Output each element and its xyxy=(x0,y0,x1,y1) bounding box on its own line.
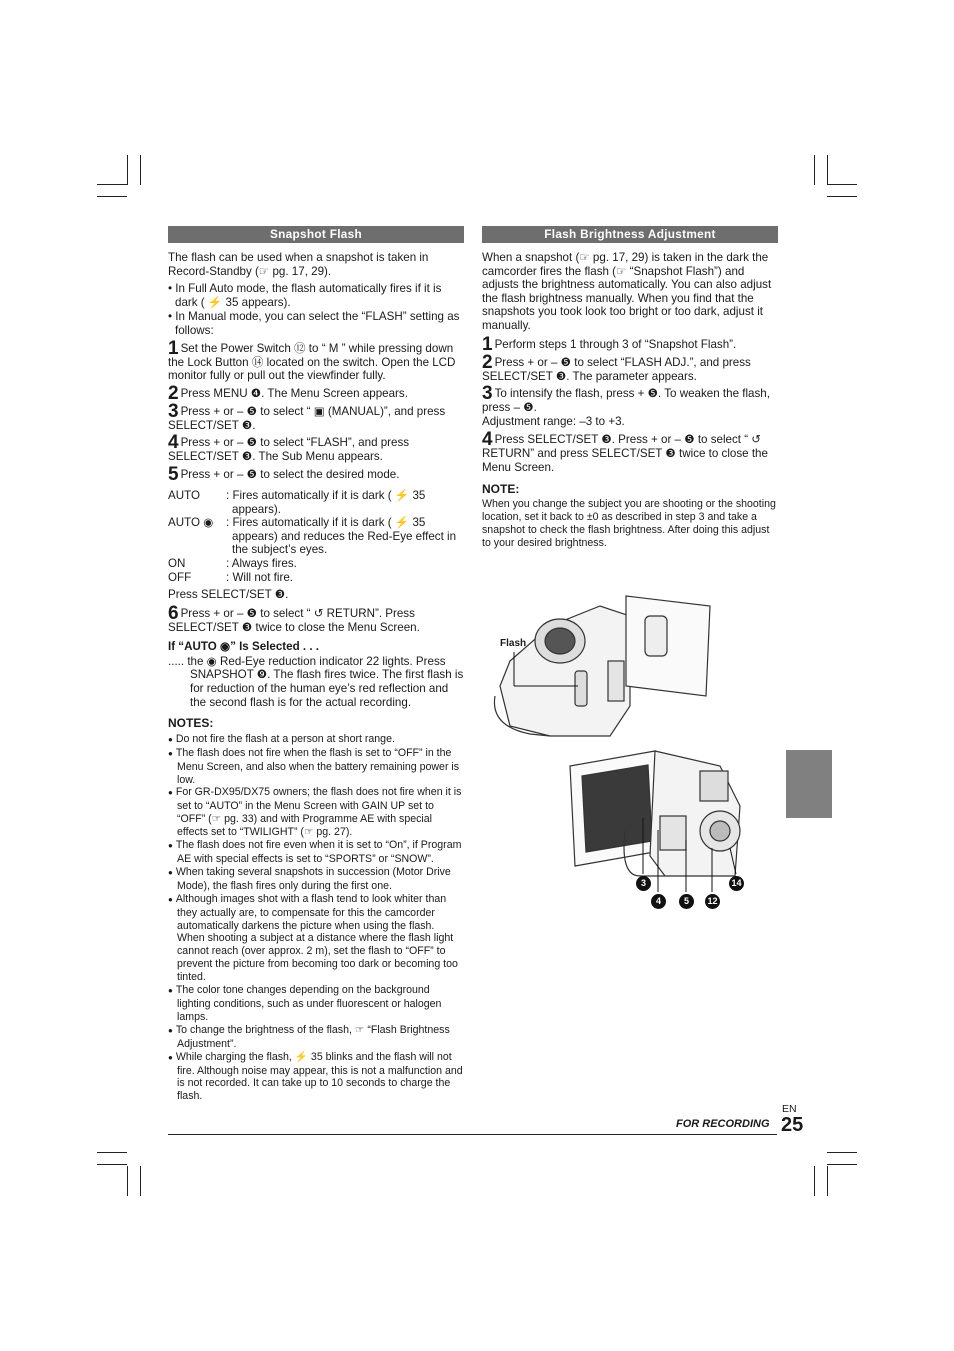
step-6: 6 Press + or – ❺ to select “ ↺ RETURN”. Press SELECT/SET ❸ twice to close the Menu Screen. xyxy=(168,602,420,634)
crop-mark xyxy=(140,1166,141,1196)
notes-title: NOTES: xyxy=(168,716,214,731)
note-item: ● When taking several snapshots in succession (Motor Drive Mode), the flash fires only during the first one. xyxy=(168,866,464,893)
section-header-flash-brightness: Flash Brightness Adjustment xyxy=(482,226,778,243)
mode-list xyxy=(168,489,464,584)
press-select-set: Press SELECT/SET ❸. xyxy=(168,588,289,602)
mode-auto: AUTO : Fires automatically if it is dark ( ⚡ 35 appears). xyxy=(168,488,426,516)
footer-section: FOR RECORDING xyxy=(676,1118,770,1130)
crop-mark xyxy=(827,184,857,185)
note-item: ● Do not fire the flash at a person at short range. xyxy=(168,733,464,747)
note-item: ● To change the brightness of the flash, ☞ “Flash Brightness Adjustment”. xyxy=(168,1024,464,1051)
step-4-text: Press + or – ❺ to select “FLASH”, and press SELECT/SET ❸. The Sub Menu appears. xyxy=(168,436,410,464)
note-item: ● The color tone changes depending on the background lighting conditions, such as under fluorescent or halogen lamps. xyxy=(168,984,464,1024)
adjustment-range: Adjustment range: –3 to +3. xyxy=(482,414,625,428)
camcorder-illustration xyxy=(490,586,760,916)
bullet-full-auto: • In Full Auto mode, the flash automatically fires if it is dark ( ⚡ 35 appears). xyxy=(168,282,442,309)
mode-on: ON : Always fires. xyxy=(168,556,297,570)
step-3-text: Press + or – ❺ to select “ ▣ (MANUAL)”, and press SELECT/SET ❸. xyxy=(168,404,446,432)
callout-5: 5 xyxy=(679,894,694,909)
crop-mark xyxy=(827,1166,828,1196)
note-item: ● Although images shot with a flash tend to look whiter than they actually are, to compensate for this the camcorder automatically darkens the picture when using the flash. When shooting a subject at a distance where the flash light cannot reach (over approx. 2 m), set the flash to “OFF” to prevent the picture from becoming too dark or becoming too tinted. xyxy=(168,893,464,984)
page-number: 25 xyxy=(781,1114,804,1136)
crop-mark xyxy=(814,1166,815,1196)
note-item: ● For GR-DX95/DX75 owners; the flash does not fire when it is set to “AUTO” in the Menu Screen with GAIN UP set to “OFF” (☞ pg. 33) and with Programme AE with special effects set to “TWILIGHT” (☞ pg. 27). xyxy=(168,786,464,839)
step-1: 1 Perform steps 1 through 3 of “Snapshot Flash”. xyxy=(482,333,737,355)
step-3: 3 Press + or – ❺ to select “ ▣ (MANUAL)”, and press SELECT/SET ❸. xyxy=(168,400,446,432)
step-2: 2 Press MENU ❹. The Menu Screen appears. xyxy=(168,382,408,404)
callout-4: 4 xyxy=(651,894,666,909)
crop-mark xyxy=(140,155,141,185)
if-auto-text: ..... the ◉ Red-Eye reduction indicator 22 lights. Press SNAPSHOT ❾. The flash fires twice. The first flash is for reduction of the human eye’s red reflection and the second flash is for the actual recording. xyxy=(168,654,464,709)
step-4: 4 Press SELECT/SET ❸. Press + or – ❺ to select “ ↺ RETURN” and press SELECT/SET ❸ twice to close the Menu Screen. xyxy=(482,429,768,474)
step-5-text: Press + or – ❺ to select the desired mode. xyxy=(180,467,400,481)
mode-off: OFF : Will not fire. xyxy=(168,570,293,584)
step-1: 1 Set the Power Switch ⑫ to “ M ” while pressing down the Lock Button ⑭ located on the switch. Open the LCD monitor fully or pull out the viewfinder fully. xyxy=(168,337,456,383)
step-1-text: Set the Power Switch ⑫ to “ M ” while pressing down the Lock Button ⑭ located on the switch. Open the LCD monitor fully or pull out the viewfinder fully. xyxy=(168,341,456,383)
mode-auto-redeye: AUTO ◉ : Fires automatically if it is dark ( ⚡ 35 appears) and reduces the Red-Eye effect in the subject’s eyes. xyxy=(168,516,457,557)
step-4-text: Press SELECT/SET ❸. Press + or – ❺ to select “ ↺ RETURN” and press SELECT/SET ❸ twice to close the Menu Screen. xyxy=(482,433,768,474)
section-header-snapshot-flash: Snapshot Flash xyxy=(168,226,464,243)
intro-text: The flash can be used when a snapshot is taken in Record-Standby (☞ pg. 17, 29). xyxy=(168,251,429,278)
note-item: ● The flash does not fire when the flash is set to “OFF” in the Menu Screen, and also when the battery remaining power is low. xyxy=(168,747,464,787)
note-item: ● While charging the flash, ⚡ 35 blinks and the flash will not fire. Although noise may appear, this is not a malfunction and is not recorded. It can take up to 10 seconds to charge the flash. xyxy=(168,1051,464,1104)
step-1-text: Perform steps 1 through 3 of “Snapshot Flash”. xyxy=(494,337,737,351)
footer-language: EN xyxy=(782,1103,797,1115)
step-2-text: Press MENU ❹. The Menu Screen appears. xyxy=(180,386,408,400)
crop-mark xyxy=(827,196,857,197)
step-5: 5 Press + or – ❺ to select the desired mode. xyxy=(168,463,400,485)
step-3: 3 To intensify the flash, press + ❺. To weaken the flash, press – ❺. xyxy=(482,383,770,415)
step-3-text: To intensify the flash, press + ❺. To weaken the flash, press – ❺. xyxy=(482,387,770,415)
crop-mark xyxy=(97,196,127,197)
right-column xyxy=(482,226,778,554)
note-title: NOTE: xyxy=(482,481,520,496)
crop-mark xyxy=(827,1152,857,1153)
bullet-manual: • In Manual mode, you can select the “FLASH” setting as follows: xyxy=(168,310,460,337)
crop-mark xyxy=(97,1152,127,1153)
crop-mark xyxy=(127,1166,128,1196)
note-text: When you change the subject you are shooting or the shooting location, set it back to ±0 as described in step 3 and take a snapshot to check the flash brightness. After doing this adjust to your desired brightness. xyxy=(482,498,776,549)
intro-text: When a snapshot (☞ pg. 17, 29) is taken in the dark the camcorder fires the flash (☞ “Snapshot Flash”) and adjusts the brightness automatically. You can also adjust the flash brightness manually. When you find that the snapshots you took look too bright or too dark, adjust it manually. xyxy=(482,251,772,332)
flash-label: Flash xyxy=(500,638,527,649)
step-4: 4 Press + or – ❺ to select “FLASH”, and press SELECT/SET ❸. The Sub Menu appears. xyxy=(168,432,410,464)
step-2-text: Press + or – ❺ to select “FLASH ADJ.”, and press SELECT/SET ❸. The parameter appears. xyxy=(482,355,751,383)
note-item: ● The flash does not fire even when it is set to “On”, if Program AE with special effects is set to “SPORTS” or “SNOW”. xyxy=(168,839,464,866)
section-tab xyxy=(786,750,832,818)
footer-rule xyxy=(168,1134,777,1135)
left-column xyxy=(168,226,464,1103)
crop-mark xyxy=(814,155,815,185)
if-auto-title: If “AUTO ◉” Is Selected . . . xyxy=(168,640,319,654)
crop-mark xyxy=(827,155,828,185)
step-6-text: Press + or – ❺ to select “ ↺ RETURN”. Press SELECT/SET ❸ twice to close the Menu Screen. xyxy=(168,606,420,634)
crop-mark xyxy=(127,155,128,185)
callout-12: 12 xyxy=(705,894,720,909)
callout-3: 3 xyxy=(636,876,651,891)
callout-14: 14 xyxy=(729,876,744,891)
crop-mark xyxy=(97,1164,127,1165)
crop-mark xyxy=(827,1164,857,1165)
camcorder-figure xyxy=(490,586,760,916)
step-2: 2 Press + or – ❺ to select “FLASH ADJ.”, and press SELECT/SET ❸. The parameter appears. xyxy=(482,351,751,383)
crop-mark xyxy=(97,184,127,185)
